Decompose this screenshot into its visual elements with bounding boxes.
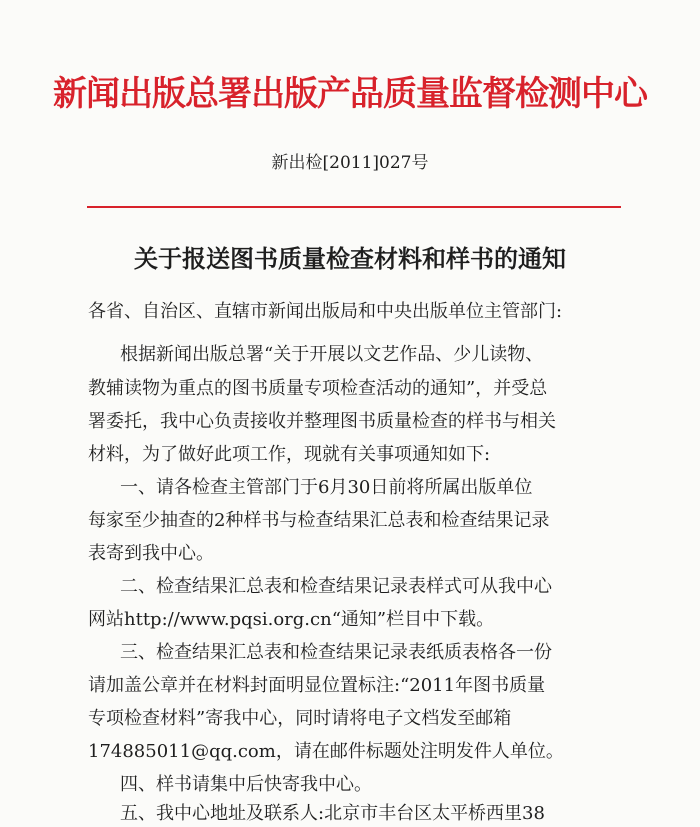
addressee-line: 各省、自治区、直辖市新闻出版局和中央出版单位主管部门: xyxy=(88,301,563,322)
paragraph-line: 署委托，我中心负责接收并整理图书质量检查的样书与相关 xyxy=(88,411,556,432)
paragraph-line: 材料，为了做好此项工作，现就有关事项通知如下: xyxy=(88,444,491,465)
paragraph-line: 三、检查结果汇总表和检查结果记录表纸质表格各一份 xyxy=(120,642,552,663)
paragraph-line: 专项检查材料”寄我中心，同时请将电子文档发至邮箱 xyxy=(88,708,512,729)
paragraph-line: 一、请各检查主管部门于6月30日前将所属出版单位 xyxy=(120,477,533,498)
paragraph-line: 根据新闻出版总署“关于开展以文艺作品、少儿读物、 xyxy=(120,344,544,365)
org-title: 新闻出版总署出版产品质量监督检测中心 xyxy=(53,74,647,114)
paragraph-line: 四、样书请集中后快寄我中心。 xyxy=(120,774,372,795)
paragraph-line: 五、我中心地址及联系人:北京市丰台区太平桥西里38 xyxy=(120,803,545,824)
paragraph-line: 请加盖公章并在材料封面明显位置标注:“2011年图书质量 xyxy=(88,675,546,696)
paragraph-line: 表寄到我中心。 xyxy=(88,543,214,564)
paragraph-line: 每家至少抽查的2种样书与检查结果汇总表和检查结果记录 xyxy=(88,510,550,531)
paragraph-line: 教辅读物为重点的图书质量专项检查活动的通知”，并受总 xyxy=(88,378,548,399)
paragraph-line: 174885011@qq.com，请在邮件标题处注明发件人单位。 xyxy=(88,741,564,762)
paragraph-line: 二、检查结果汇总表和检查结果记录表样式可从我中心 xyxy=(120,576,552,597)
paragraph-line: 网站http://www.pqsi.org.cn“通知”栏目中下载。 xyxy=(88,609,495,630)
document-number: 新出检[2011]027号 xyxy=(271,153,429,173)
red-divider xyxy=(87,206,621,208)
notice-title: 关于报送图书质量检查材料和样书的通知 xyxy=(134,244,566,273)
